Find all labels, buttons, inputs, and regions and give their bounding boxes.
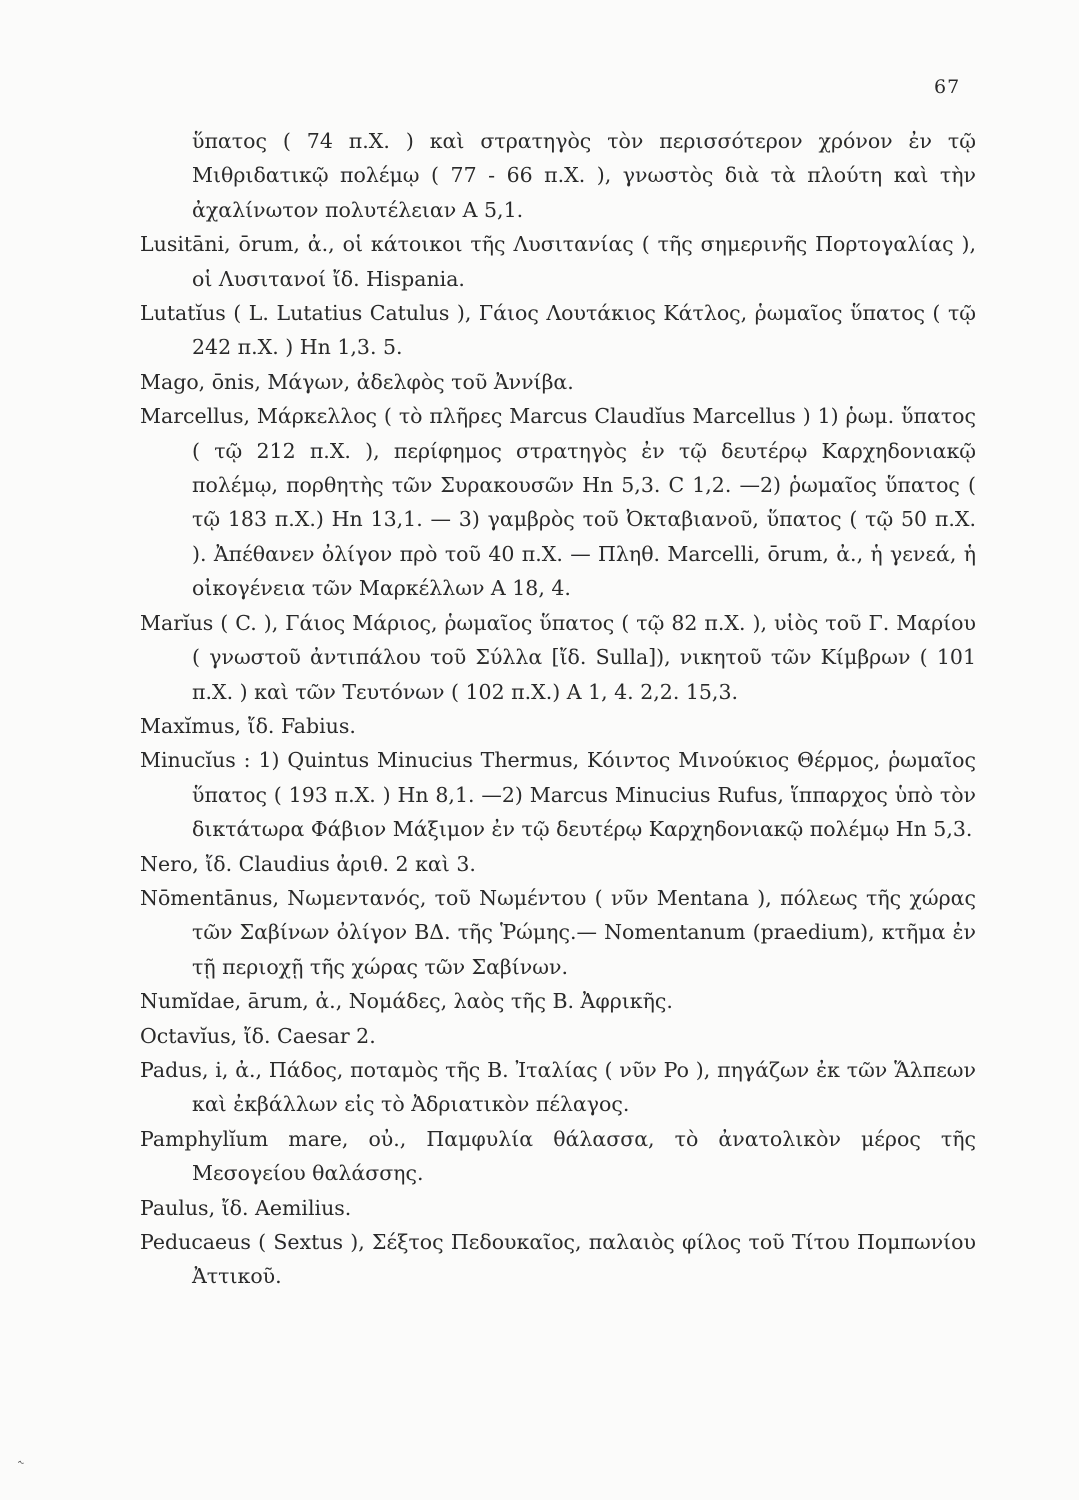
- entry-mago: Mago, ōnis, Μάγων, ἀδελφὸς τοῦ Ἀννίβα.: [140, 369, 574, 394]
- entry-maximus: Maxĭmus, ἴδ. Fabius.: [140, 713, 356, 738]
- entry-lutatius: Lutatĭus ( L. Lutatius Catulus ), Γάιος Λουτάκιος Κάτλος, ῥωμαῖος ὕπατος ( τῷ 242 π.Χ. ) Ηn 1,3. 5.: [140, 301, 976, 360]
- entry-marcellus: Marcellus, Μάρκελλος ( τὸ πλῆρες Marcus Claudĭus Marcellus ) 1) ῥωμ. ὕπατος ( τῷ 212 π.Χ. ), περίφημος στρατηγὸς ἐν τῷ δευτέρῳ Καρχηδονιακῷ πολέμῳ, πορθητὴς τῶν Συρακουσῶν Ηn 5,3. C 1,2. —2) ῥωμαῖος ὕπατος ( τῷ 183 π.Χ.) Ηn 13,1. — 3) γαμβρὸς τοῦ Ὀκταβιανοῦ, ὕπατος ( τῷ 50 π.Χ. ). Ἀπέθανεν ὀλίγον πρὸ τοῦ 40 π.Χ. — Πληθ. Marcelli, ōrum, ἀ., ἡ γενεά, ἡ οἰκογένεια τῶν Μαρκέλλων Α 18, 4.: [140, 404, 976, 601]
- entry-minucius: Minucĭus : 1) Quintus Minucius Thermus, Κόιντος Μινούκιος Θέρμος, ῥωμαῖος ὕπατος ( 193 π.Χ. ) Ηn 8,1. —2) Marcus Minucius Rufus, ἵππαρχος ὑπὸ τὸν δικτάτωρα Φάβιον Μάξιμον ἐν τῷ δευτέρῳ Καρχηδονιακῷ πολέμῳ Ηn 5,3.: [140, 748, 976, 842]
- page-number: 67: [934, 76, 961, 98]
- entry-padus: Padus, i, ἀ., Πάδος, ποταμὸς τῆς Β. Ἰταλίας ( νῦν Po ), πηγάζων ἐκ τῶν Ἅλπεων καὶ ἐκβάλλων εἰς τὸ Ἀδριατικὸν πέλαγος.: [140, 1057, 976, 1117]
- entry-lusitani: Lusitāni, ōrum, ἀ., οἱ κάτοικοι τῆς Λυσιτανίας ( τῆς σημερινῆς Πορτογαλίας ), οἱ Λυσιτανοί ἴδ. Hispania.: [140, 232, 976, 291]
- entry-octavius: Octavĭus, ἴδ. Caesar 2.: [140, 1023, 376, 1048]
- glossary-entries: [140, 124, 976, 1294]
- entry-pamphylium: Pamphylĭum mare, οὐ., Παμφυλία θάλασσα, τὸ ἀνατολικὸν μέρος τῆς Μεσογείου θαλάσσης.: [140, 1126, 976, 1186]
- entry-peducaeus: Peducaeus ( Sextus ), Σέξτος Πεδουκαῖος, παλαιὸς φίλος τοῦ Τίτου Πομπωνίου Ἀττικοῦ.: [140, 1230, 976, 1289]
- entry-paulus: Paulus, ἴδ. Aemilius.: [140, 1195, 352, 1220]
- scan-corner-mark: ˞: [18, 1456, 24, 1472]
- entry-continuation: ὕπατος ( 74 π.Χ. ) καὶ στρατηγὸς τὸν περισσότερον χρόνον ἐν τῷ Μιθριδατικῷ πολέμῳ ( 77 - 66 π.Χ. ), γνωστὸς διὰ τὰ πλούτη καὶ τὴν ἀχαλίνωτον πολυτέλειαν Α 5,1.: [192, 129, 976, 222]
- entry-nero: Nero, ἴδ. Claudius ἀριθ. 2 καὶ 3.: [140, 851, 476, 876]
- entry-marius: Marĭus ( C. ), Γάιος Μάριος, ῥωμαῖος ὕπατος ( τῷ 82 π.Χ. ), υἱὸς τοῦ Γ. Μαρίου ( γνωστοῦ ἀντιπάλου τοῦ Σύλλα [ἴδ. Sulla]), νικητοῦ τῶν Κίμβρων ( 101 π.Χ. ) καὶ τῶν Τευτόνων ( 102 π.Χ.) Α 1, 4. 2,2. 15,3.: [140, 610, 976, 704]
- entry-nomentanus: Nōmentānus, Νωμεντανός, τοῦ Νωμέντου ( νῦν Mentana ), πόλεως τῆς χώρας τῶν Σαβίνων ὀλίγον ΒΔ. τῆς Ῥώμης.— Nomentanum (praedium), κτῆμα ἐν τῇ περιοχῇ τῆς χώρας τῶν Σαβίνων.: [140, 885, 976, 979]
- entry-numidae: Numĭdae, ārum, ἀ., Νομάδες, λαὸς τῆς Β. Ἀφρικῆς.: [140, 989, 673, 1014]
